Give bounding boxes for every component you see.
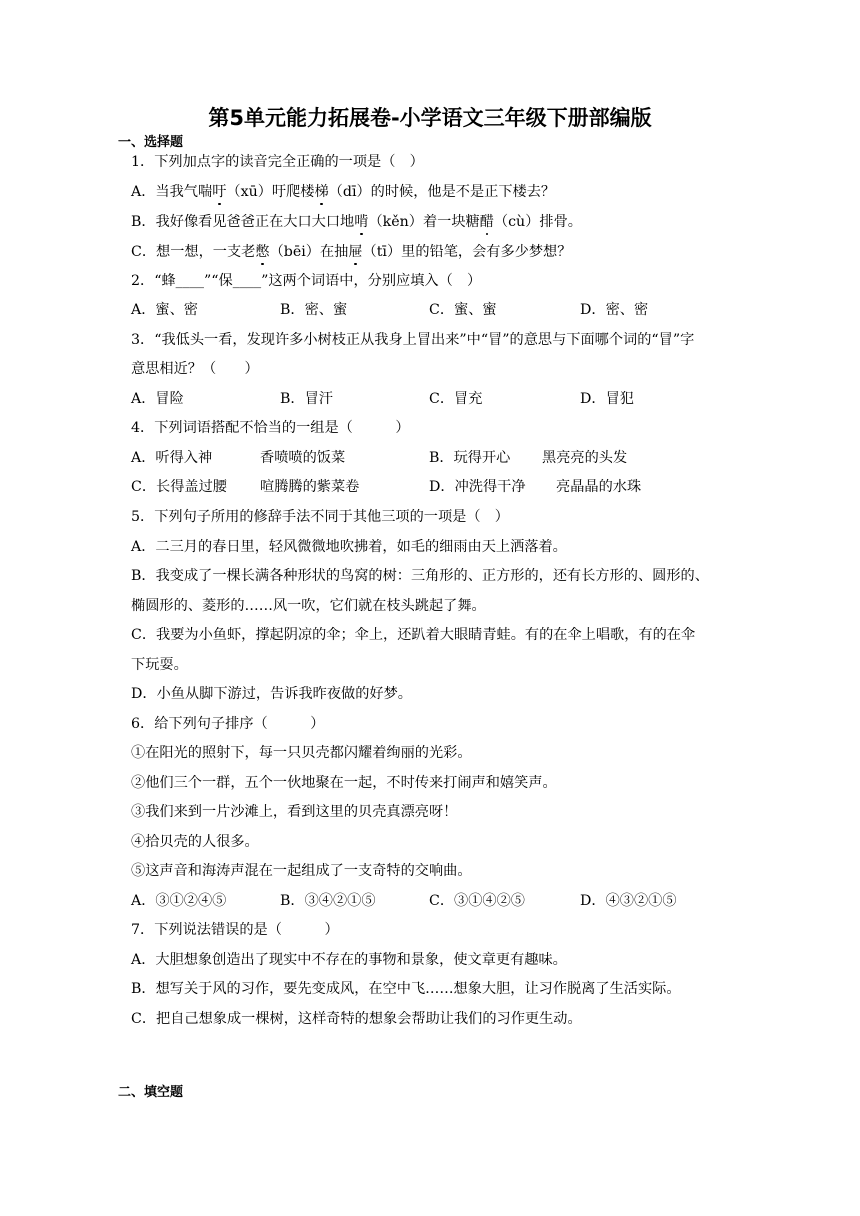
emphasis-char: 醋 [479,214,494,230]
question-1-stem: 1．下列加点字的读音完全正确的一项是（ ） [131,154,424,170]
option-c: C．蜜、蜜 [429,302,497,318]
question-5-stem: 5．下列句子所用的修辞手法不同于其他三项的一项是（ ） [131,509,509,525]
option-c: C．③①④②⑤ [429,893,525,909]
question-5-option-c: C．我要为小鱼虾，撑起阴凉的伞；伞上，还趴着大眼睛青蛙。有的在伞上唱歌，有的在伞 [131,627,696,643]
option-b: B．冒汗 [280,391,333,407]
question-5-option-a: A．二三月的春日里，轻风微微地吹拂着，如毛的细雨由天上洒落着。 [131,539,567,555]
option-d: D．④③②①⑤ [580,893,677,909]
option-a: A．冒险 [131,391,184,407]
option-b: B．③④②①⑤ [280,893,376,909]
emphasis-char: 吁 [212,184,227,200]
question-2-stem: 2．“蜂____”“保____”这两个词语中，分别应填入（ ） [131,273,482,289]
option-a: A．蜜、密 [131,302,198,318]
question-1-option-c: C．想一想，一支老憋（bēi）在抽屉（tī）里的铅笔，会有多少梦想？ [131,244,572,260]
question-5-option-b-cont: 椭圆形的、菱形的……风一吹，它们就在枝头跳起了舞。 [131,598,486,614]
question-5-option-d: D．小鱼从脚下游过，告诉我昨夜做的好梦。 [131,686,412,702]
option-b-phrase: 黑亮亮的头发 [542,450,628,466]
page-title: 第5单元能力拓展卷-小学语文三年级下册部编版 [208,106,652,130]
option-c-phrase: 喧腾腾的紫菜卷 [260,479,360,495]
sentence-3: ③我们来到一片沙滩上，看到这里的贝壳真漂亮呀！ [131,804,458,820]
question-1-option-b: B．我好像看见爸爸正在大口大口地啃（kěn）着一块糖醋（cù）排骨。 [131,214,582,230]
option-b: B．密、蜜 [280,302,348,318]
question-3-stem: 3．“我低头一看，发现许多小树枝正从我身上冒出来”中“冒”的意思与下面哪个词的“冒”字 [131,332,695,348]
option-d: D．冲洗得干净 [429,479,526,495]
emphasis-char: 啃 [354,214,369,230]
option-a: A．听得入神 [131,450,213,466]
sentence-4: ④拾贝壳的人很多。 [131,834,259,850]
question-5-option-c-cont: 下玩耍。 [131,657,188,673]
question-5-option-b: B．我变成了一棵长满各种形状的鸟窝的树：三角形的、正方形的，还有长方形的、圆形的、 [131,568,709,584]
option-b: B．玩得开心 [429,450,511,466]
sentence-5: ⑤这声音和海涛声混在一起组成了一支奇特的交响曲。 [131,863,472,879]
option-a: A．③①②④⑤ [131,893,227,909]
option-d-phrase: 亮晶晶的水珠 [556,479,642,495]
question-7-stem: 7．下列说法错误的是（ ） [131,922,339,938]
question-4-stem: 4．下列词语搭配不恰当的一组是（ ） [131,420,410,436]
emphasis-char: 憋 [255,244,270,260]
question-3-stem-cont: 意思相近？（ ） [131,361,259,377]
option-d: D．冒犯 [580,391,634,407]
option-a-phrase: 香喷喷的饭菜 [260,450,346,466]
option-c: C．冒充 [429,391,483,407]
question-7-option-b: B．想写关于风的习作，要先变成风，在空中飞……想象大胆，让习作脱离了生活实际。 [131,981,681,997]
sentence-2: ②他们三个一群，五个一伙地聚在一起，不时传来打闹声和嬉笑声。 [131,775,557,791]
question-1-option-a: A．当我气喘吁（xū）吁爬楼梯（dī）的时候，他是不是正下楼去？ [131,184,556,200]
question-7-option-c: C．把自己想象成一棵树，这样奇特的想象会帮助让我们的习作更生动。 [131,1011,582,1027]
question-6-stem: 6．给下列句子排序（ ） [131,716,325,732]
option-d: D．密、密 [580,302,649,318]
question-7-option-a: A．大胆想象创造出了现实中不存在的事物和景象，使文章更有趣味。 [131,952,567,968]
emphasis-char: 屉 [348,244,363,260]
section-heading-choice: 一、选择题 [118,135,184,150]
option-c: C．长得盖过腰 [131,479,227,495]
emphasis-char: 梯 [314,184,329,200]
sentence-1: ①在阳光的照射下，每一只贝壳都闪耀着绚丽的光彩。 [131,745,472,761]
section-heading-fill: 二、填空题 [118,1085,184,1100]
